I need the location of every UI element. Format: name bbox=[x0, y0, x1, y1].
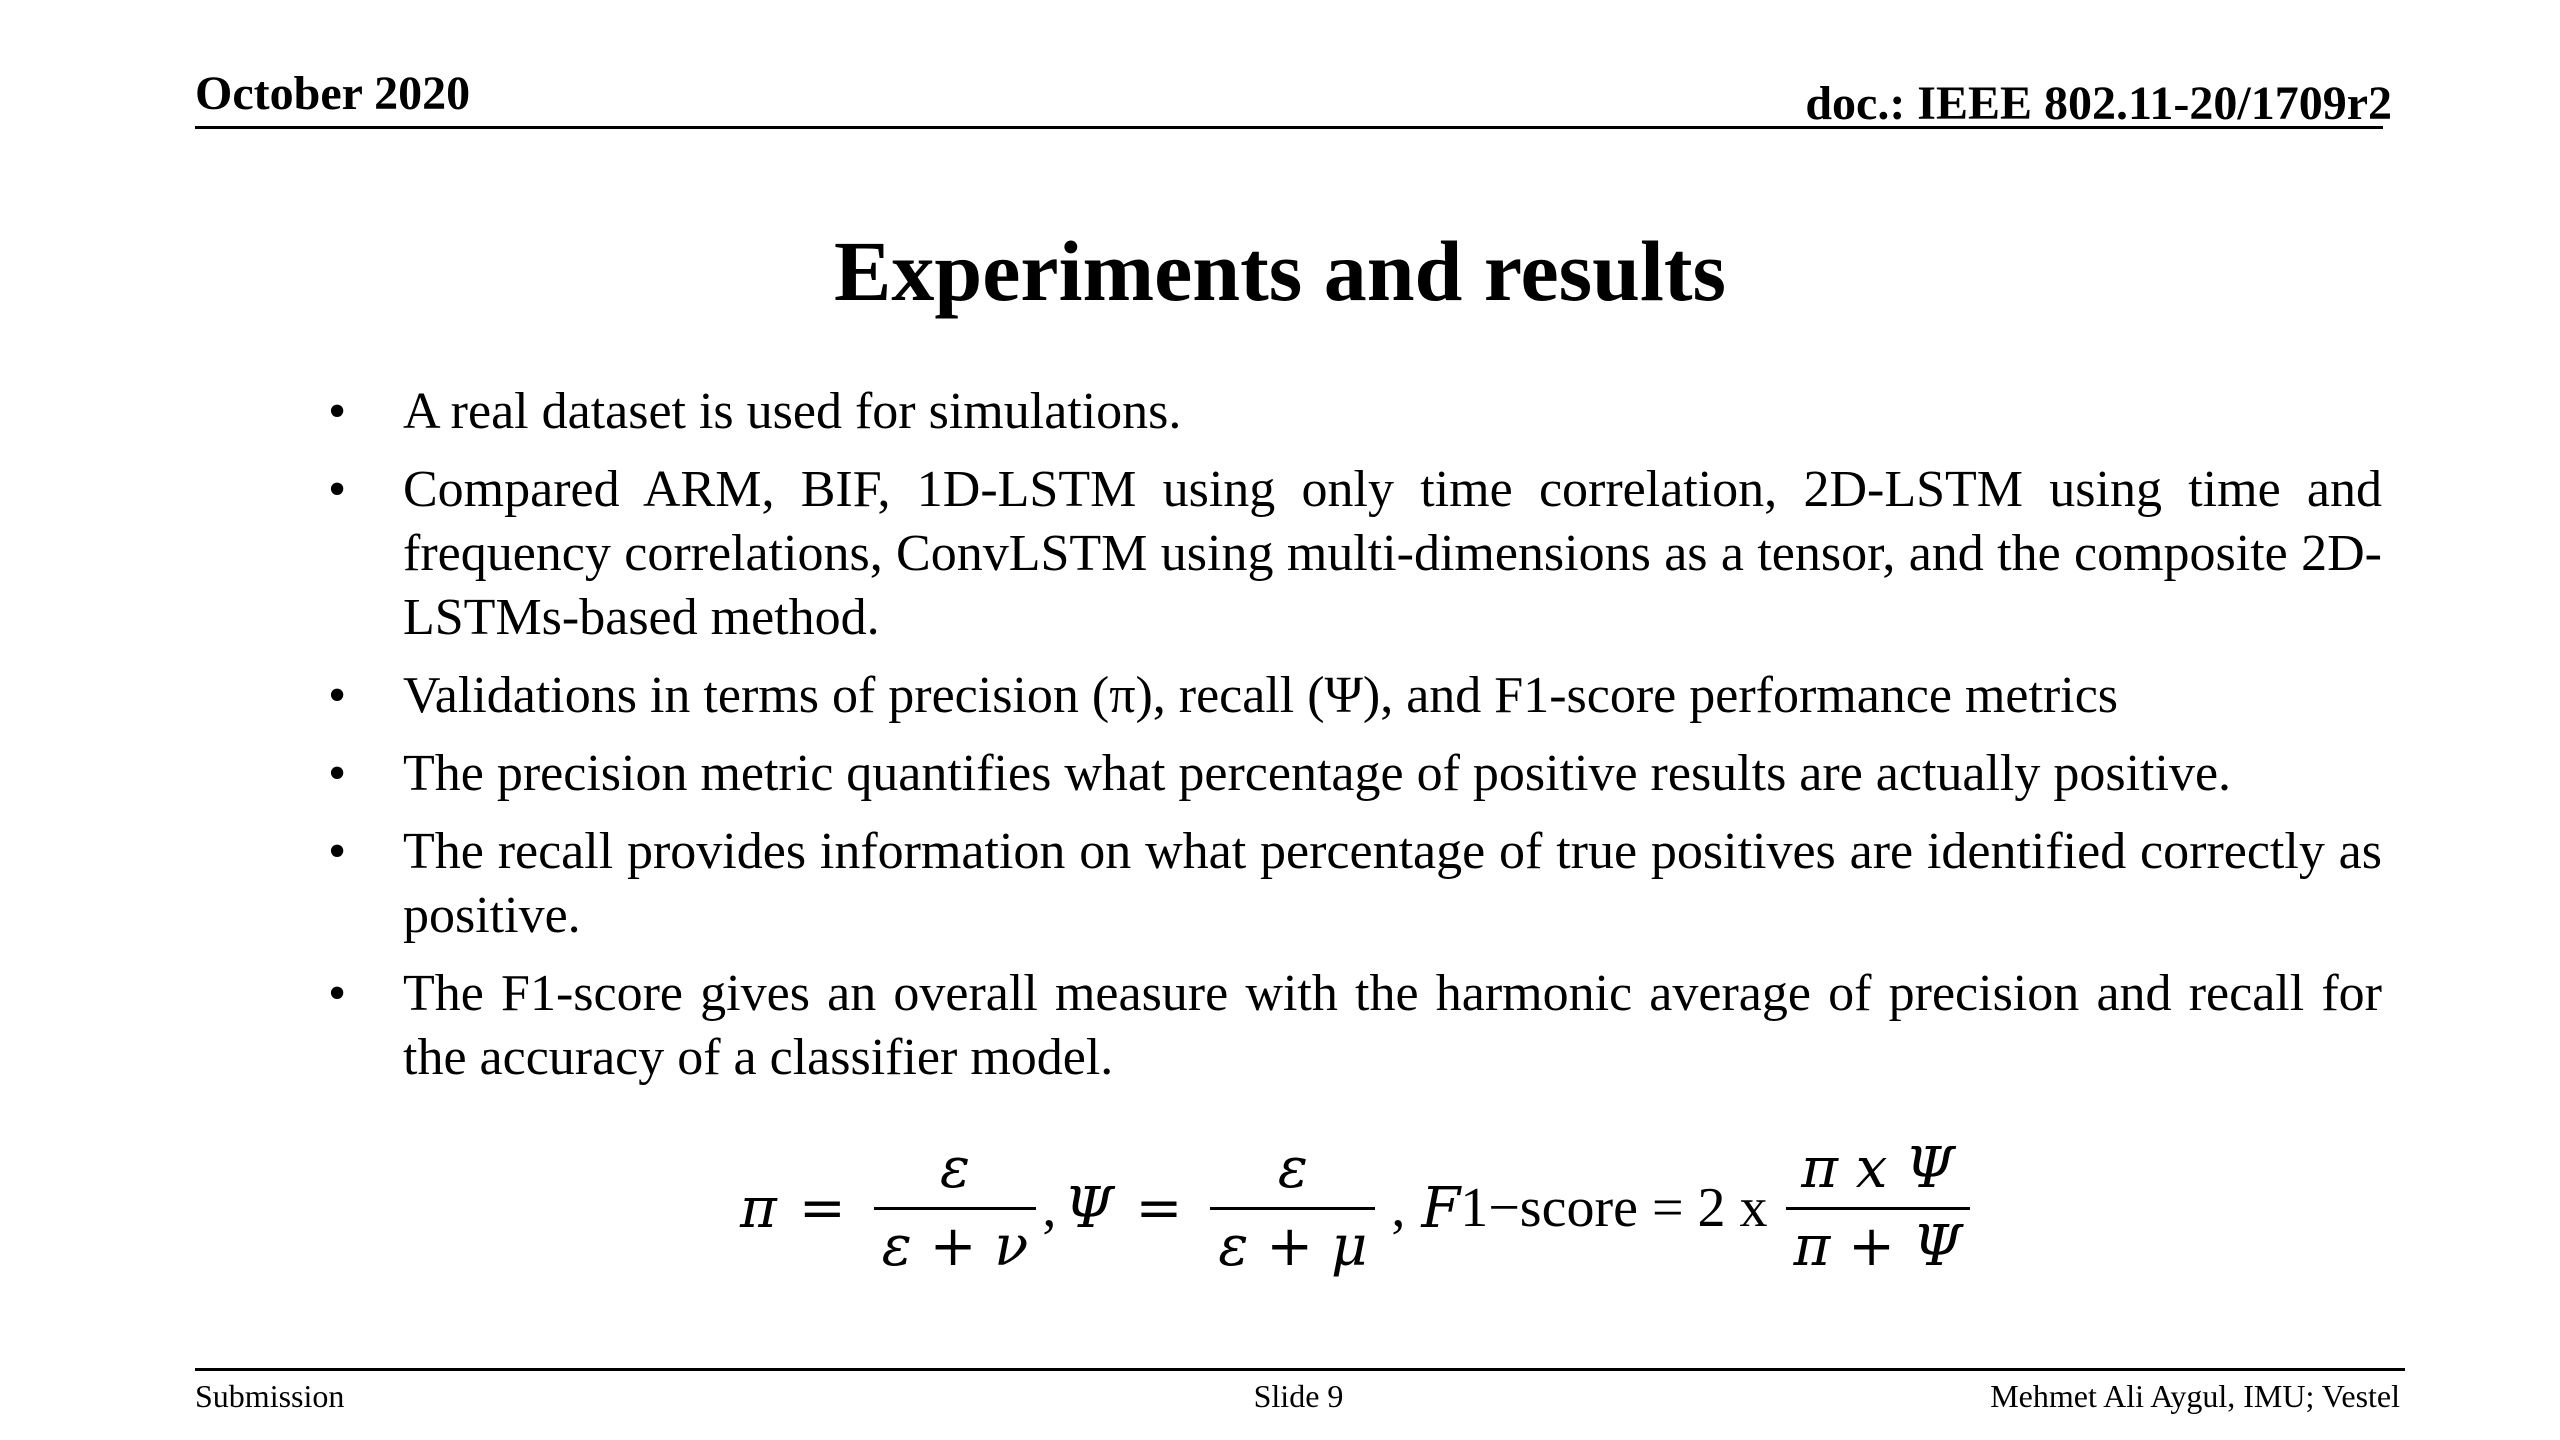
slide-title: Experiments and results bbox=[834, 223, 1726, 319]
bullet-item bbox=[320, 962, 2382, 1090]
precision-denominator: ε + ν bbox=[874, 1207, 1037, 1277]
bullet-text: Validations in terms of precision (π), recall (Ψ), and F1-score performance metrics bbox=[403, 667, 2119, 724]
header-date: October 2020 bbox=[195, 67, 471, 120]
bullet-dot: • bbox=[328, 383, 347, 440]
precision-fraction bbox=[874, 1135, 1037, 1279]
equals-sign: = bbox=[1135, 1175, 1183, 1241]
recall-denominator: ε + μ bbox=[1210, 1207, 1375, 1277]
recall-symbol: Ψ bbox=[1064, 1175, 1114, 1241]
precision-symbol: π bbox=[740, 1175, 777, 1241]
bullet-text: The precision metric quantifies what percentage of positive results are actually positive. bbox=[403, 745, 2232, 802]
bullet-dot: • bbox=[328, 461, 347, 518]
bullet-item bbox=[320, 380, 2382, 444]
footer-submission: Submission bbox=[195, 1378, 345, 1414]
bullet-dot: • bbox=[328, 667, 347, 724]
bullet-item bbox=[320, 742, 2382, 806]
f1-denominator: π + Ψ bbox=[1786, 1207, 1970, 1277]
recall-fraction bbox=[1210, 1135, 1375, 1279]
formula-comma: , bbox=[1391, 1177, 1406, 1239]
bullet-text: Compared ARM, BIF, 1D-LSTM using only time correlation, 2D-LSTM using time and frequency correlations, ConvLSTM using multi-dimensions as a tensor, and the composite 2D-LSTMs-based method. bbox=[403, 461, 2382, 646]
bullet-list bbox=[320, 380, 2382, 1104]
footer-rule bbox=[195, 1368, 2405, 1371]
bullet-item bbox=[320, 820, 2382, 948]
bullet-text: A real dataset is used for simulations. bbox=[403, 383, 1182, 440]
f1-italic-letter: F bbox=[1421, 1175, 1461, 1241]
bullet-text: The recall provides information on what percentage of true positives are identified correctly as positive. bbox=[403, 823, 2382, 944]
bullet-dot: • bbox=[328, 965, 347, 1022]
footer-slide-number: Slide 9 bbox=[1253, 1378, 1344, 1414]
bullet-dot: • bbox=[328, 745, 347, 802]
f1-score-label: 1−score = 2 x bbox=[1460, 1177, 1768, 1239]
formula-comma: , bbox=[1042, 1177, 1057, 1239]
metrics-formula bbox=[740, 1128, 1976, 1288]
recall-numerator: ε bbox=[1277, 1135, 1308, 1201]
equals-sign: = bbox=[798, 1175, 846, 1241]
bullet-item bbox=[320, 664, 2382, 728]
footer-author: Mehmet Ali Aygul, IMU; Vestel bbox=[1990, 1378, 2400, 1414]
header-rule bbox=[195, 126, 2383, 129]
bullet-item bbox=[320, 458, 2382, 650]
bullet-text: The F1-score gives an overall measure with the harmonic average of precision and recall for the accuracy of a classifier model. bbox=[403, 965, 2382, 1086]
f1-fraction bbox=[1786, 1135, 1970, 1279]
header-doc-id: doc.: IEEE 802.11-20/1709r2 bbox=[1805, 77, 2392, 130]
bullet-dot: • bbox=[328, 823, 347, 880]
f1-numerator: π x Ψ bbox=[1801, 1135, 1955, 1201]
precision-numerator: ε bbox=[940, 1135, 971, 1201]
